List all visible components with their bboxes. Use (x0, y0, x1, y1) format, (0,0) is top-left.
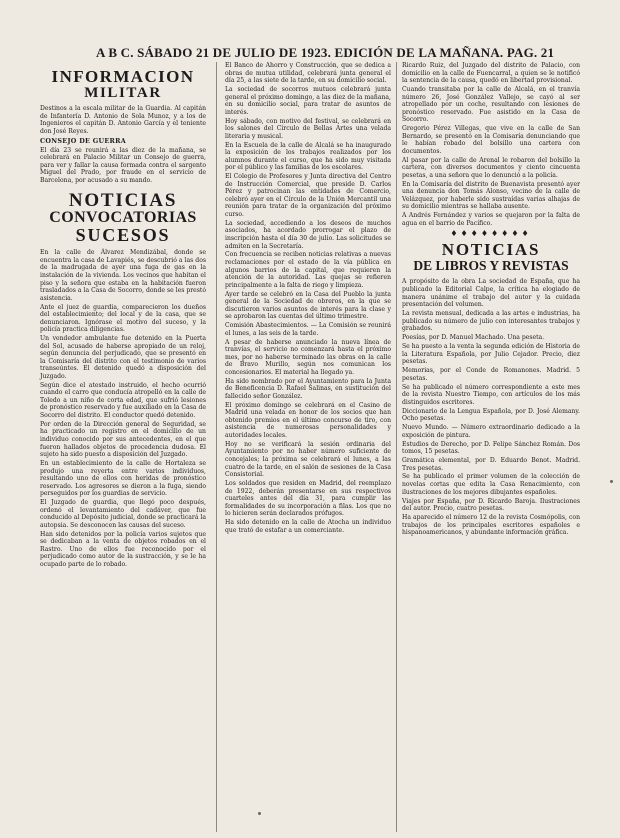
column-1 (40, 62, 206, 570)
article-paragraph: Ricardo Ruiz, del Juzgado del distrito de Palacio, con domicilio en la calle de Fuencarral, a quien se le notificó la sentencia de la causa, quedó en libertad provisional. (402, 62, 580, 85)
article-paragraph: Diccionario de la Lengua Española, por D. José Alemany. Ocho pesetas. (402, 407, 580, 423)
article-paragraph: Ha sido nombrado por el Ayuntamiento para la Junta de Beneficencia D. Rafael Salinas, en sustitución del fallecido señor González. (225, 377, 391, 400)
column-3 (402, 62, 580, 538)
section-title: SUCESOS (75, 225, 171, 246)
article-paragraph: En la calle de Álvarez Mendizábal, donde se encuentra la casa de Lavapiés, se descubrió a las dos de la madrugada de ayer una fuga de gas en la instalación de la vivienda. Los vecinos que habitan el piso y la señora que estaba en la habitación fueron trasladados a la Casa de Socorro, donde se les prestó asistencia. (40, 249, 206, 302)
article-paragraph: El Banco de Ahorro y Construcción, que se dedica a obras de mutua utilidad, celebrará junta general el día 25, a las siete de la tarde, en su domicilio social. (225, 62, 391, 85)
article-paragraph: Viajes por España, por D. Ricardo Baroja. Ilustraciones del autor. Precio, cuatro pesetas. (402, 497, 580, 513)
article-paragraph: Se ha publicado el primer volumen de la colección de novelas cortas que edita la Casa Renacimiento, con ilustraciones de los mejores dibujantes españoles. (402, 473, 580, 496)
ornament-divider: ♦♦♦♦♦♦♦♦ (450, 229, 532, 239)
article-paragraph: Cuando transitaba por la calle de Alcalá, en el tranvía número 26, José González Vallejo, se cayó al ser atropellado por un coche, resultando con lesiones de pronóstico reservado. Fue asistido en la Casa de Socorro. (402, 86, 580, 124)
ink-speck (610, 480, 613, 483)
article-paragraph: Se ha puesto a la venta la segunda edición de Historia de la Literatura Española, por Julio Cejador. Precio, diez pesetas. (402, 342, 580, 366)
column-rule (216, 62, 217, 832)
article-paragraph: Hoy sábado, con motivo del festival, se celebrará en los salones del Círculo de Bellas Artes una velada literaria y musical. (225, 117, 391, 140)
running-head: A B C. SÁBADO 21 DE JULIO DE 1923. EDICIÓN DE LA MAÑANA. PAG. 21 (96, 45, 555, 60)
article-paragraph: Se ha publicado el número correspondiente a este mes de la revista Nuestro Tiempo, con artículos de los más distinguidos escritores. (402, 383, 580, 406)
article-paragraph: La sociedad, accediendo a los deseos de muchos asociados, ha acordado prorrogar el plazo de inscripción hasta el día 30 de julio. Las solicitudes se admiten en la Secretaría. (225, 219, 391, 250)
article-paragraph: Con frecuencia se reciben noticias relativas a nuevas reclamaciones por el estado de la vía pública en algunos barrios de la capital, que requieren la atención de la autoridad. Las quejas se refieren principalmente a la falta de riego y limpieza. (225, 251, 391, 289)
article-paragraph: Gramática elemental, por D. Eduardo Benot. Madrid. Tres pesetas. (402, 456, 580, 472)
article-paragraph: La revista mensual, dedicada a las artes e industrias, ha publicado su número de julio con interesantes trabajos y grabados. (402, 310, 580, 333)
section-title: NOTICIAS (68, 190, 178, 212)
article-paragraph: Ha sido detenido en la calle de Atocha un individuo que trató de estafar a un comerciante. (225, 519, 391, 534)
section-title: NOTICIAS (441, 240, 541, 260)
article-paragraph: Al pasar por la calle de Arenal le robaron del bolsillo la cartera, con diversos documentos y ciento cincuenta pesetas, a una señora que lo denunció a la policía. (402, 156, 580, 179)
article-paragraph: A propósito de la obra La sociedad de España, que ha publicado la Editorial Calpe, la crítica ha elogiado de manera unánime el trabajo del autor y la cuidada presentación del volumen. (402, 278, 580, 309)
article-paragraph: Ante el juez de guardia, comparecieron los dueños del establecimiento; del local y de la casa, que se denunciaron. Ignórase el motivo del suceso, y la policía practica diligencias. (40, 303, 206, 334)
article-paragraph: Un vendedor ambulante fue detenido en la Puerta del Sol, acusado de haberse apropiado de un reloj, según denuncia del perjudicado, que se presentó en la Comisaría del distrito con el testimonio de varios transeúntes. El detenido quedó a disposición del Juzgado. (40, 335, 206, 380)
article-paragraph: Ha aparecido el número 12 de la revista Cosmópolis, con trabajos de los principales escritores españoles e hispanoamericanos, y abundante información gráfica. (402, 513, 580, 537)
column-2 (225, 62, 391, 536)
article-paragraph: En la Escuela de la calle de Alcalá se ha inaugurado la exposición de los trabajos realizados por los alumnos durante el curso, que ha sido muy visitada por el público y las familias de los escolares. (225, 141, 391, 172)
article-paragraph: Según dice el atestado instruido, el hecho ocurrió cuando el carro que conducía atropelló en la calle de Toledo a un niño de corta edad, que sufrió lesiones de pronóstico reservado y fue auxiliado en la Casa de Socorro del distrito. El conductor quedó detenido. (40, 381, 206, 419)
article-paragraph: Poesías, por D. Manuel Machado. Una peseta. (402, 334, 545, 342)
ink-speck (258, 812, 261, 815)
article-paragraph: Nuevo Mundo. — Número extraordinario dedicado a la exposición de pintura. (402, 424, 580, 439)
article-paragraph: Hoy no se verificará la sesión ordinaria del Ayuntamiento por no haber número suficiente de concejales; la próxima se celebrará el lunes, a las cuatro de la tarde, en el salón de sesiones de la Casa Consistorial. (225, 440, 391, 479)
column-rule (396, 62, 397, 832)
section-subtitle: MILITAR (84, 85, 162, 101)
article-paragraph: Por orden de la Dirección general de Seguridad, se ha practicado un registro en el domicilio de un individuo conocido por sus antecedentes, en el que fueron hallados objetos de procedencia dudosa. El sujeto ha sido puesto a disposición del Juzgado. (40, 420, 206, 459)
article-paragraph: Gregorio Pérez Villegas, que vive en la calle de San Bernardo, se presentó en la Comisaría denunciando que le habían robado del bolsillo una cartera con documentos. (402, 125, 580, 155)
section-subtitle: DE LIBROS Y REVISTAS (413, 258, 569, 274)
article-paragraph: Destinos a la escala militar de la Guardia. Al capitán de Infantería D. Antonio de Sola Munoz, y a los de Ingenieros el capitán D. Antonio García y el teniente don José Reyes. (40, 105, 206, 135)
article-paragraph: Estudios de Derecho, por D. Felipe Sánchez Román. Dos tomos, 15 pesetas. (402, 440, 580, 456)
article-paragraph: A Andrés Fernández y varios se quejaron por la falta de agua en el barrio de Pacífico. (402, 212, 580, 227)
article-paragraph: El día 23 se reunirá a las diez de la mañana, se celebrará en Palacio Militar un Consejo de guerra, para ver y fallar la causa formada contra el sargento Miguel del Prado, por fraude en el servicio de Barcelona, por acusado a su mando. (40, 146, 206, 184)
article-paragraph: El próximo domingo se celebrará en el Casino de Madrid una velada en honor de los socios que han obtenido premios en el último concurso de tiro, con asistencia de numerosas personalidades y autoridades locales. (225, 401, 391, 439)
subheading: CONSEJO DE GUERRA (40, 136, 127, 145)
article-paragraph: Han sido detenidos por la policía varios sujetos que se dedicaban a la venta de objetos robados en el Rastro. Uno de ellos fue reconocido por el perjudicado como autor de la sustracción, y se le ha ocupado parte de lo robado. (40, 530, 206, 568)
article-paragraph: Ayer tarde se celebró en la Casa del Pueblo la junta general de la Sociedad de obreros, en la que se discutieron varios asuntos de interés para la clase y se aprobaron las cuentas del último trimestre. (225, 290, 391, 321)
section-title: INFORMACION (51, 67, 195, 86)
article-paragraph: En la Comisaría del distrito de Buenavista presentó ayer una denuncia don Tomás Alonso, vecino de la calle de Velázquez, por haberle sido sustraídas varias alhajas de su domicilio mientras se hallaba ausente. (402, 180, 580, 211)
article-paragraph: Los soldados que residen en Madrid, del reemplazo de 1922, deberán presentarse en sus respectivos cuarteles antes del día 31, para cumplir las formalidades de su incorporación a filas. Los que no lo hicieren serán declarados prófugos. (225, 480, 391, 518)
article-paragraph: Comisión Abastecimientos. — La Comisión se reunirá el lunes, a las seis de la tarde. (225, 322, 391, 337)
article-paragraph: La sociedad de socorros mutuos celebrará junta general el próximo domingo, a las diez de la mañana, en su domicilio social, para tratar de asuntos de interés. (225, 86, 391, 116)
section-title: CONVOCATORIAS (49, 209, 197, 227)
article-paragraph: El Colegio de Profesores y Junta directiva del Centro de Instrucción Comercial, que preside D. Carlos Pérez y patrocinan las entidades de Comercio, celebró ayer en el Círculo de la Unión Mercantil una reunión para tratar de la organización del próximo curso. (225, 173, 391, 218)
article-paragraph: En un establecimiento de la calle de Hortaleza se produjo una reyerta entre varios individuos, resultando uno de ellos con heridas de pronóstico reservado. Los agresores se dieron a la fuga, siendo perseguidos por los guardias de servicio. (40, 460, 206, 498)
article-paragraph: A pesar de haberse anunciado la nueva línea de tranvías, el servicio no comenzará hasta el próximo mes, por no haberse terminado las obras en la calle de Bravo Murillo, según nos comunican los concesionarios. El material ha llegado ya. (225, 338, 391, 376)
article-paragraph: Memorias, por el Conde de Romanones. Madrid. 5 pesetas. (402, 367, 580, 382)
article-paragraph: El Juzgado de guardia, que llegó poco después, ordenó el levantamiento del cadáver, que fue conducido al Depósito judicial, donde se practicará la autopsia. Se desconocen las causas del suceso. (40, 499, 206, 529)
